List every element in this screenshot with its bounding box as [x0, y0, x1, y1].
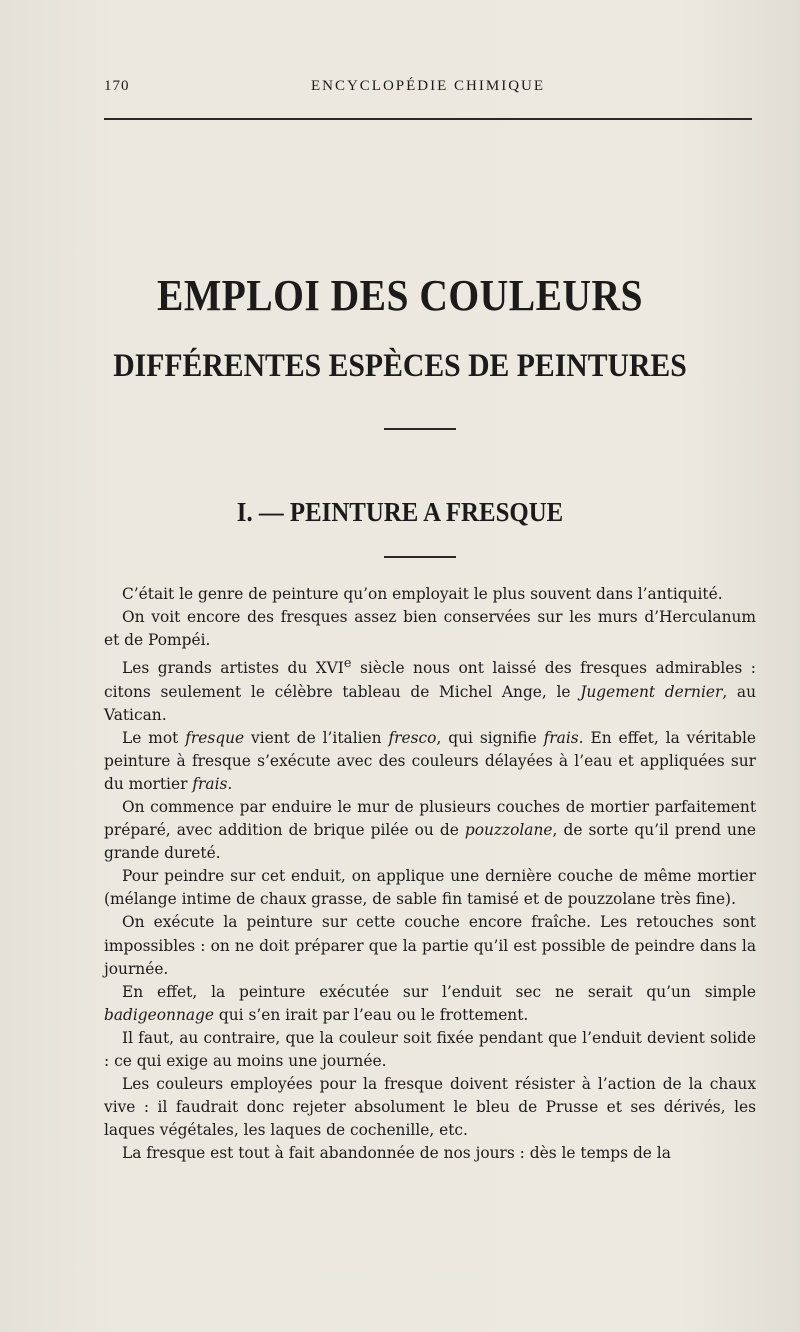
page-number: 170: [104, 78, 130, 94]
paragraph: [104, 796, 756, 865]
italic-text: fresco: [388, 728, 437, 747]
paragraph: [104, 1073, 756, 1142]
running-title: ENCYCLOPÉDIE CHIMIQUE: [310, 78, 546, 94]
paragraph-text: C’était le genre de peinture qu’on employait le plus souvent dans l’antiquité.: [122, 585, 723, 603]
paragraph: [104, 727, 756, 796]
paragraph: [104, 911, 756, 980]
italic-text: badigeonnage: [104, 1005, 214, 1024]
italic-text: fresque: [185, 728, 245, 747]
paragraph: [104, 606, 756, 652]
paragraph: [104, 981, 756, 1027]
paragraph-text: Les couleurs employées pour la fresque doivent résister à l’action de la chaux vive : il faudrait donc rejeter absolument le bleu de Prusse et ses dérivés, les laques végétales, les laques de cochenille, etc.: [104, 1075, 756, 1140]
paragraph-text: Les grands artistes du XVI: [122, 659, 344, 678]
paragraph-text: On voit encore des fresques assez bien conservées sur les murs d’Herculanum et de Pompéi.: [104, 608, 756, 650]
chapter-title: EMPLOI DES COULEURS: [156, 271, 644, 320]
italic-text: pouzzolane: [464, 821, 553, 840]
paragraph: [104, 865, 756, 911]
header-rule: [104, 118, 752, 120]
paragraph-text: , au Vatican.: [104, 682, 757, 724]
paragraph: [104, 583, 756, 606]
paragraph-text: On exécute la peinture sur cette couche encore fraîche. Les retouches sont impossibles : on ne doit préparer que la partie qu’il est possible de peindre dans la journée.: [104, 913, 756, 978]
paragraph-text: , qui signifie: [436, 728, 544, 747]
page-header: [104, 78, 752, 102]
paragraph: [104, 1142, 756, 1165]
paragraph-text: La fresque est tout à fait abandonnée de nos jours : dès le temps de la: [122, 1144, 671, 1163]
paragraph-text: Le mot: [122, 728, 186, 747]
italic-text: frais: [543, 728, 579, 747]
paragraph-text: .: [227, 774, 233, 793]
section-title: I. — PEINTURE A FRESQUE: [236, 497, 564, 527]
paragraph-text: . En effet, la véritable peinture à fresque s’exécute avec des couleurs délayées à l’eau et appliquées sur du mortier: [104, 728, 756, 793]
paragraph-text: vient de l’italien: [244, 728, 389, 747]
paragraph: [104, 1027, 756, 1073]
italic-text: Jugement dernier: [580, 682, 723, 701]
paragraph-text: Pour peindre sur cet enduit, on applique une dernière couche de même mortier (mélange intime de chaux grasse, de sable fin tamisé et de pouzzolane très fine).: [104, 867, 756, 909]
paragraph-text: siècle nous ont laissé des fresques admirables : citons seulement le célèbre tableau de Michel Ange, le: [104, 659, 756, 701]
paragraph-text: qui s’en irait par l’eau ou le frottement.: [214, 1005, 529, 1024]
paragraph-text: On commence par enduire le mur de plusieurs couches de mortier parfaitement préparé, avec addition de brique pilée ou de: [104, 797, 756, 840]
italic-text: frais: [192, 774, 228, 793]
superscript-text: e: [343, 656, 352, 672]
body-text: [104, 583, 756, 1165]
paragraph-text: Il faut, au contraire, que la couleur soit fixée pendant que l’enduit devient solide : ce qui exige au moins une journée.: [104, 1028, 756, 1070]
paragraph: [104, 652, 756, 726]
ornament-rule-bottom: [384, 556, 456, 558]
chapter-subtitle: DIFFÉRENTES ESPÈCES DE PEINTURES: [113, 348, 687, 384]
ornament-rule-top: [384, 428, 456, 430]
paragraph-text: , de sorte qu’il prend une grande dureté.: [104, 821, 756, 863]
paragraph-text: En effet, la peinture exécutée sur l’enduit sec ne serait qu’un simple: [122, 982, 756, 1001]
